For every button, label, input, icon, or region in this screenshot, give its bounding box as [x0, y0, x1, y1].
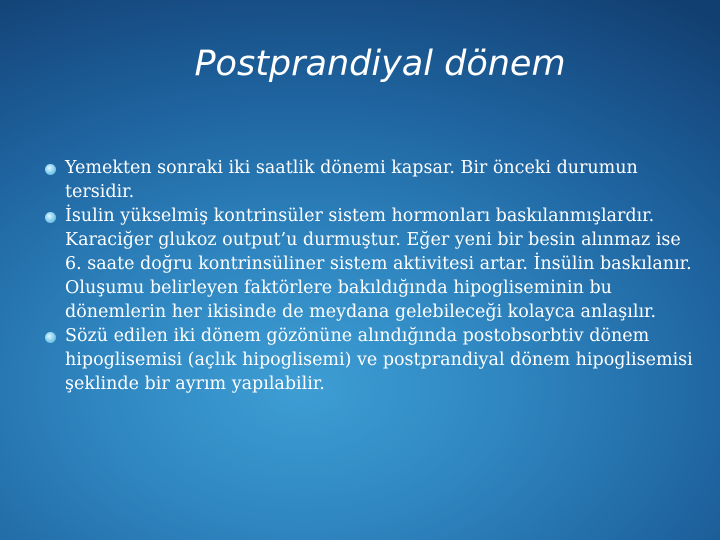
bullet-item	[44, 204, 694, 324]
bullet-dot-icon	[45, 164, 56, 175]
bullet-dot-icon	[45, 332, 56, 343]
bullet-item	[44, 324, 694, 396]
bullet-text: Sözü edilen iki dönem gözönüne alındığında postobsorbtiv dönem hipoglisemisi (açlık hipoglisemi) ve postprandiyal dönem hipoglisemisi şeklinde bir ayrım yapılabilir.	[65, 326, 693, 394]
bullet-text: Yemekten sonraki iki saatlik dönemi kapsar. Bir önceki durumun tersidir.	[65, 158, 638, 202]
bullet-item	[44, 156, 694, 204]
bullet-dot-icon	[45, 212, 56, 223]
bullet-text: İsulin yükselmiş kontrinsüler sistem hormonları baskılanmışlardır. Karaciğer glukoz output’u durmuştur. Eğer yeni bir besin alınmaz ise 6. saate doğru kontrinsüliner sistem aktivitesi artar. İnsülin baskılanır. Oluşumu belirleyen faktörlere bakıldığında hipoglisemi̇nin bu dönemlerin her ikisinde de meydana gelebileceği kolayca anlaşılır.	[65, 206, 692, 322]
bullet-list	[44, 156, 694, 396]
slide-title: Postprandiyal dönem	[194, 44, 566, 84]
